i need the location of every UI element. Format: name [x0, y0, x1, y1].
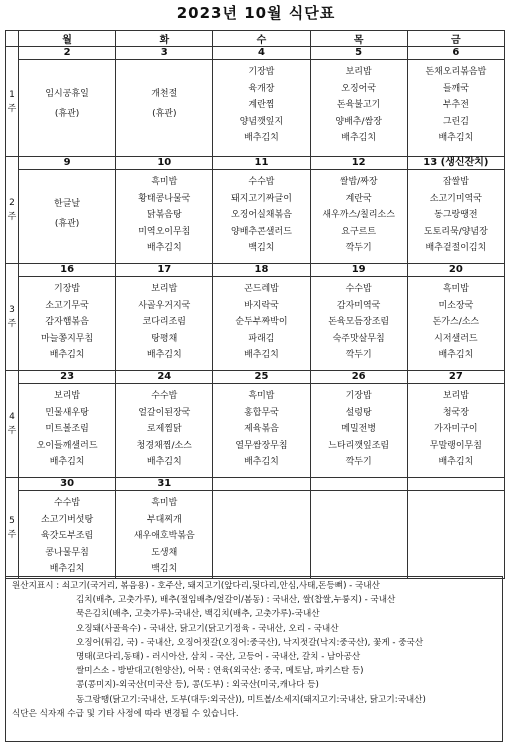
menu-item: 육개장: [248, 83, 275, 94]
day-number: 24: [116, 371, 212, 384]
day-cell: [116, 371, 213, 478]
menu-item: 배추김치: [49, 564, 85, 574]
menu-item: 배추김치: [244, 133, 279, 143]
header-fri: 금: [407, 31, 504, 47]
menu-item: 수수밥: [151, 391, 178, 401]
menu-item: 마늘쫑지무침: [41, 333, 94, 344]
menu-item: 수수밥: [345, 284, 372, 294]
day-number: [311, 478, 407, 491]
day-number: 16: [19, 264, 115, 277]
menu-item: 잡쌀밥: [442, 177, 469, 187]
day-cell: [310, 371, 407, 478]
week-col-header: [6, 31, 19, 47]
menu-item: 개천절: [151, 89, 178, 99]
menu-item: 쌀밥/짜장: [339, 177, 378, 187]
menu-item: 무말랭이무침: [429, 440, 482, 451]
note-line: 묵은김치(배추, 고춧가루)-국내산, 백김치(배추, 고춧가루)-국내산: [76, 609, 320, 620]
week-label: 5 주: [6, 478, 19, 579]
menu-item: 느타리깻잎조림: [328, 440, 390, 451]
menu-item: 탕평채: [151, 333, 178, 344]
menu-item: 배추김치: [146, 350, 182, 360]
menu-items: [213, 384, 309, 471]
menu-item: 오이들깨샐러드: [36, 440, 98, 451]
note-line: 동그랑땡(닭고기:국내산, 도부(대두:외국산)), 미트볼/소세지(돼지고기:국내산, 닭고기:국내산): [76, 694, 426, 705]
day-number: 5: [311, 47, 407, 60]
menu-items: [116, 60, 212, 124]
menu-item: 부추전: [442, 100, 469, 110]
menu-item: 도생채: [151, 547, 178, 558]
menu-item: 코다리조림: [142, 317, 187, 327]
menu-item: 보리밥: [345, 67, 372, 77]
menu-item: 깍두기: [345, 350, 372, 360]
menu-items: [408, 170, 504, 257]
menu-items: [213, 170, 309, 257]
menu-item: 기장밥: [54, 284, 81, 294]
header-tue: 화: [116, 31, 213, 47]
menu-items: [408, 384, 504, 471]
menu-items: [213, 60, 309, 147]
day-cell: [310, 478, 407, 579]
menu-item: 배추김치: [146, 243, 182, 253]
day-number: 27: [408, 371, 504, 384]
note-line: 김치(배추, 고춧가루), 배추(절임배추/얼갈이/봄동) : 국내산, 쌀(찹쌀,누룽지) - 국내산: [76, 595, 396, 606]
menu-item: 백김치: [151, 564, 178, 574]
menu-item: 민물새우탕: [45, 407, 89, 418]
day-cell: [19, 47, 116, 157]
day-cell: [19, 157, 116, 264]
menu-item: 미역오이무침: [138, 226, 191, 237]
menu-item: 배추김치: [49, 457, 85, 467]
day-cell: [116, 478, 213, 579]
menu-item: 배추김치: [438, 350, 474, 360]
menu-item: 깍두기: [345, 243, 372, 253]
day-cell: [213, 157, 310, 264]
menu-items: [311, 277, 407, 364]
menu-items: [19, 384, 115, 471]
week-row: [6, 157, 505, 264]
menu-item: 새우까스/칠리소스: [322, 210, 395, 220]
menu-item: 계란찜: [248, 100, 275, 110]
day-cell: [19, 371, 116, 478]
menu-item: 동그랑땡전: [434, 210, 478, 220]
menu-items: [311, 491, 407, 495]
menu-item: 감자미역국: [336, 300, 381, 311]
menu-item: 기장밥: [248, 67, 275, 77]
day-cell: [213, 478, 310, 579]
menu-item: 돈육불고기: [336, 100, 381, 110]
menu-item: 돈채오리볶음밥: [425, 67, 487, 77]
menu-item: 파래김: [248, 333, 275, 344]
menu-item: 양배추/쌈장: [335, 116, 382, 127]
menu-items: [116, 170, 212, 257]
day-number: 23: [19, 371, 115, 384]
menu-item: 배추겉절이김치: [425, 243, 487, 253]
menu-item: 수수밥: [54, 498, 81, 508]
day-number: 30: [19, 478, 115, 491]
day-number: 19: [311, 264, 407, 277]
menu-item: 청국장: [442, 407, 469, 418]
menu-item: 부대찌개: [146, 514, 182, 525]
menu-item: 도토리묵/양념장: [423, 226, 488, 237]
day-number: 6: [408, 47, 504, 60]
week-label: 3 주: [6, 264, 19, 371]
menu-items: [116, 384, 212, 471]
menu-item: 임시공휴일: [45, 89, 89, 99]
day-cell: [116, 157, 213, 264]
menu-item: 보리밥: [54, 391, 81, 401]
menu-item: 돈가스/소스: [432, 317, 480, 327]
menu-item: 계란국: [345, 193, 372, 204]
day-number: [408, 478, 504, 491]
day-cell: [213, 47, 310, 157]
menu-items: [19, 170, 115, 234]
day-cell: [213, 371, 310, 478]
menu-items: [311, 170, 407, 257]
menu-item: (휴관): [54, 219, 80, 229]
menu-item: 메밀전병: [341, 424, 377, 434]
note-line: 오징어(튀김, 국) - 국내산, 오징어젓갈(오징어:중국산), 낙지젓갈(낙지:중국산), 꽃게 - 중국산: [76, 637, 424, 648]
menu-item: 배추김치: [146, 457, 182, 467]
menu-item: 설렁탕: [345, 407, 372, 418]
note-line: 명태(코다리,동태) - 러시아산, 삼치 - 국산, 고등어 - 국내산, 갈치 - 남아공산: [76, 652, 361, 663]
day-number: 12: [311, 157, 407, 170]
day-number: 9: [19, 157, 115, 170]
menu-item: 요구르트: [341, 226, 377, 237]
day-number: 25: [213, 371, 309, 384]
menu-items: [311, 384, 407, 471]
menu-items: [408, 60, 504, 147]
menu-item: 미소장국: [438, 300, 474, 311]
menu-item: 홍합무국: [244, 407, 279, 418]
menu-item: 수수밥: [248, 177, 275, 187]
menu-item: 돼지고기짜글이: [231, 193, 292, 204]
menu-item: 보리밥: [151, 284, 178, 294]
menu-item: 시저샐러드: [434, 333, 478, 344]
menu-item: 바지락국: [244, 300, 279, 311]
note-line: 식단은 식자재 수급 및 기타 사정에 따라 변경될 수 있습니다.: [12, 708, 239, 719]
menu-item: 숙주맛살무침: [332, 333, 385, 344]
day-cell: [310, 264, 407, 371]
week-row: [6, 478, 505, 579]
note-line: 원산지표시 : 쇠고기(국거리, 볶음용) - 호주산, 돼지고기(앞다리,뒷다리,안심,사태,돈등뼈) - 국내산: [12, 581, 380, 591]
day-cell: [116, 264, 213, 371]
menu-item: 제육볶음: [244, 424, 279, 434]
week-row: [6, 264, 505, 371]
day-cell: [19, 264, 116, 371]
day-number: 3: [116, 47, 212, 60]
day-number: 4: [213, 47, 309, 60]
menu-item: 배추김치: [438, 133, 474, 143]
menu-item: 얼갈이된장국: [138, 407, 191, 418]
menu-item: 청경채찜/소스: [136, 440, 192, 451]
menu-item: 깍두기: [345, 457, 372, 467]
note-line: 콩(콩미지)-외국산(미국산 등), 콩(도부) : 외국산(미국,캐나다 등): [76, 680, 319, 691]
menu-item: 콩나물무침: [45, 547, 89, 558]
day-number: 17: [116, 264, 212, 277]
day-cell: [407, 157, 504, 264]
day-number: 20: [408, 264, 504, 277]
menu-item: 배추김치: [341, 133, 377, 143]
menu-item: 돈육모듬장조림: [328, 317, 390, 327]
day-cell: [407, 371, 504, 478]
menu-item: 배추김치: [244, 350, 279, 360]
menu-item: 가자미구이: [434, 424, 478, 434]
menu-item: 닭볶음탕: [146, 210, 182, 220]
menu-items: [19, 60, 115, 124]
day-number: 2: [19, 47, 115, 60]
menu-item: 기장밥: [345, 391, 372, 401]
menu-item: 백김치: [248, 243, 275, 253]
menu-items: [408, 491, 504, 495]
menu-item: 배추김치: [244, 457, 279, 467]
menu-items: [311, 60, 407, 147]
header-mon: 월: [19, 31, 116, 47]
page-title: 2023년 10월 식단표: [176, 4, 336, 22]
menu-item: 소고기버섯탕: [41, 514, 94, 525]
menu-item: 양배추콘샐러드: [231, 226, 292, 237]
week-label: 4 주: [6, 371, 19, 478]
day-number: 11: [213, 157, 309, 170]
day-cell: [310, 47, 407, 157]
menu-item: 들깨국: [442, 83, 469, 94]
menu-item: 미트볼조림: [45, 424, 89, 434]
menu-item: 육갓도부조림: [41, 531, 94, 541]
menu-item: 오징어국: [341, 83, 377, 94]
origin-notes: [5, 576, 503, 742]
day-cell: [310, 157, 407, 264]
menu-item: 소고기미역국: [429, 193, 482, 204]
day-number: 31: [116, 478, 212, 491]
week-row: [6, 371, 505, 478]
menu-item: 곤드레밥: [244, 284, 279, 294]
week-label: 2 주: [6, 157, 19, 264]
menu-items: [408, 277, 504, 364]
menu-items: [213, 277, 309, 364]
day-cell: [407, 47, 504, 157]
menu-items: [116, 277, 212, 364]
menu-items: [19, 277, 115, 364]
menu-item: 흑미밥: [151, 177, 178, 187]
day-number: 18: [213, 264, 309, 277]
menu-item: 사골우거지국: [138, 300, 191, 311]
day-cell: [213, 264, 310, 371]
week-row: [6, 47, 505, 157]
menu-item: 보리밥: [442, 391, 469, 401]
header-wed: 수: [213, 31, 310, 47]
menu-item: 황태콩나물국: [138, 193, 191, 204]
day-number: 26: [311, 371, 407, 384]
menu-item: 흑미밥: [151, 498, 178, 508]
day-cell: [407, 264, 504, 371]
menu-item: 로제찜닭: [146, 424, 182, 434]
menu-item: 그린김: [442, 116, 469, 127]
day-cell: [116, 47, 213, 157]
menu-item: 배추김치: [49, 350, 85, 360]
menu-item: 한글날: [54, 199, 81, 209]
day-number: 13 (생신잔치): [408, 157, 504, 170]
menu-item: 흑미밥: [442, 284, 469, 294]
menu-items: [213, 491, 309, 495]
day-cell: [407, 478, 504, 579]
day-number: 10: [116, 157, 212, 170]
menu-table: [5, 30, 505, 579]
header-thu: 목: [310, 31, 407, 47]
menu-item: 배추김치: [438, 457, 474, 467]
weekday-header-row: [6, 31, 505, 47]
note-line: 오징돼(사골육수) - 국내산, 닭고기(닭고기정육 - 국내산, 오리 - 국내산: [76, 623, 339, 634]
day-number: [213, 478, 309, 491]
menu-item: (휴관): [152, 109, 177, 119]
day-cell: [19, 478, 116, 579]
menu-item: 양념깻잎지: [239, 116, 284, 127]
menu-item: 새우애호박볶음: [133, 531, 195, 541]
menu-item: 흑미밥: [248, 391, 275, 401]
menu-item: 열무쌈장무침: [235, 440, 288, 451]
menu-item: (휴관): [54, 109, 80, 119]
menu-item: 순두부짜박이: [235, 317, 288, 327]
menu-items: [116, 491, 212, 578]
menu-item: 감자햄볶음: [45, 317, 89, 327]
note-line: 쌀미스소 - 방받대고(헌양산), 어묵 : 연육(외국산: 중국, 메토남, 파키스탄 등): [76, 666, 364, 677]
menu-items: [19, 491, 115, 578]
menu-item: 오징어실채볶음: [231, 210, 292, 220]
week-label: 1 주: [6, 47, 19, 157]
menu-item: 소고기무국: [45, 300, 89, 311]
